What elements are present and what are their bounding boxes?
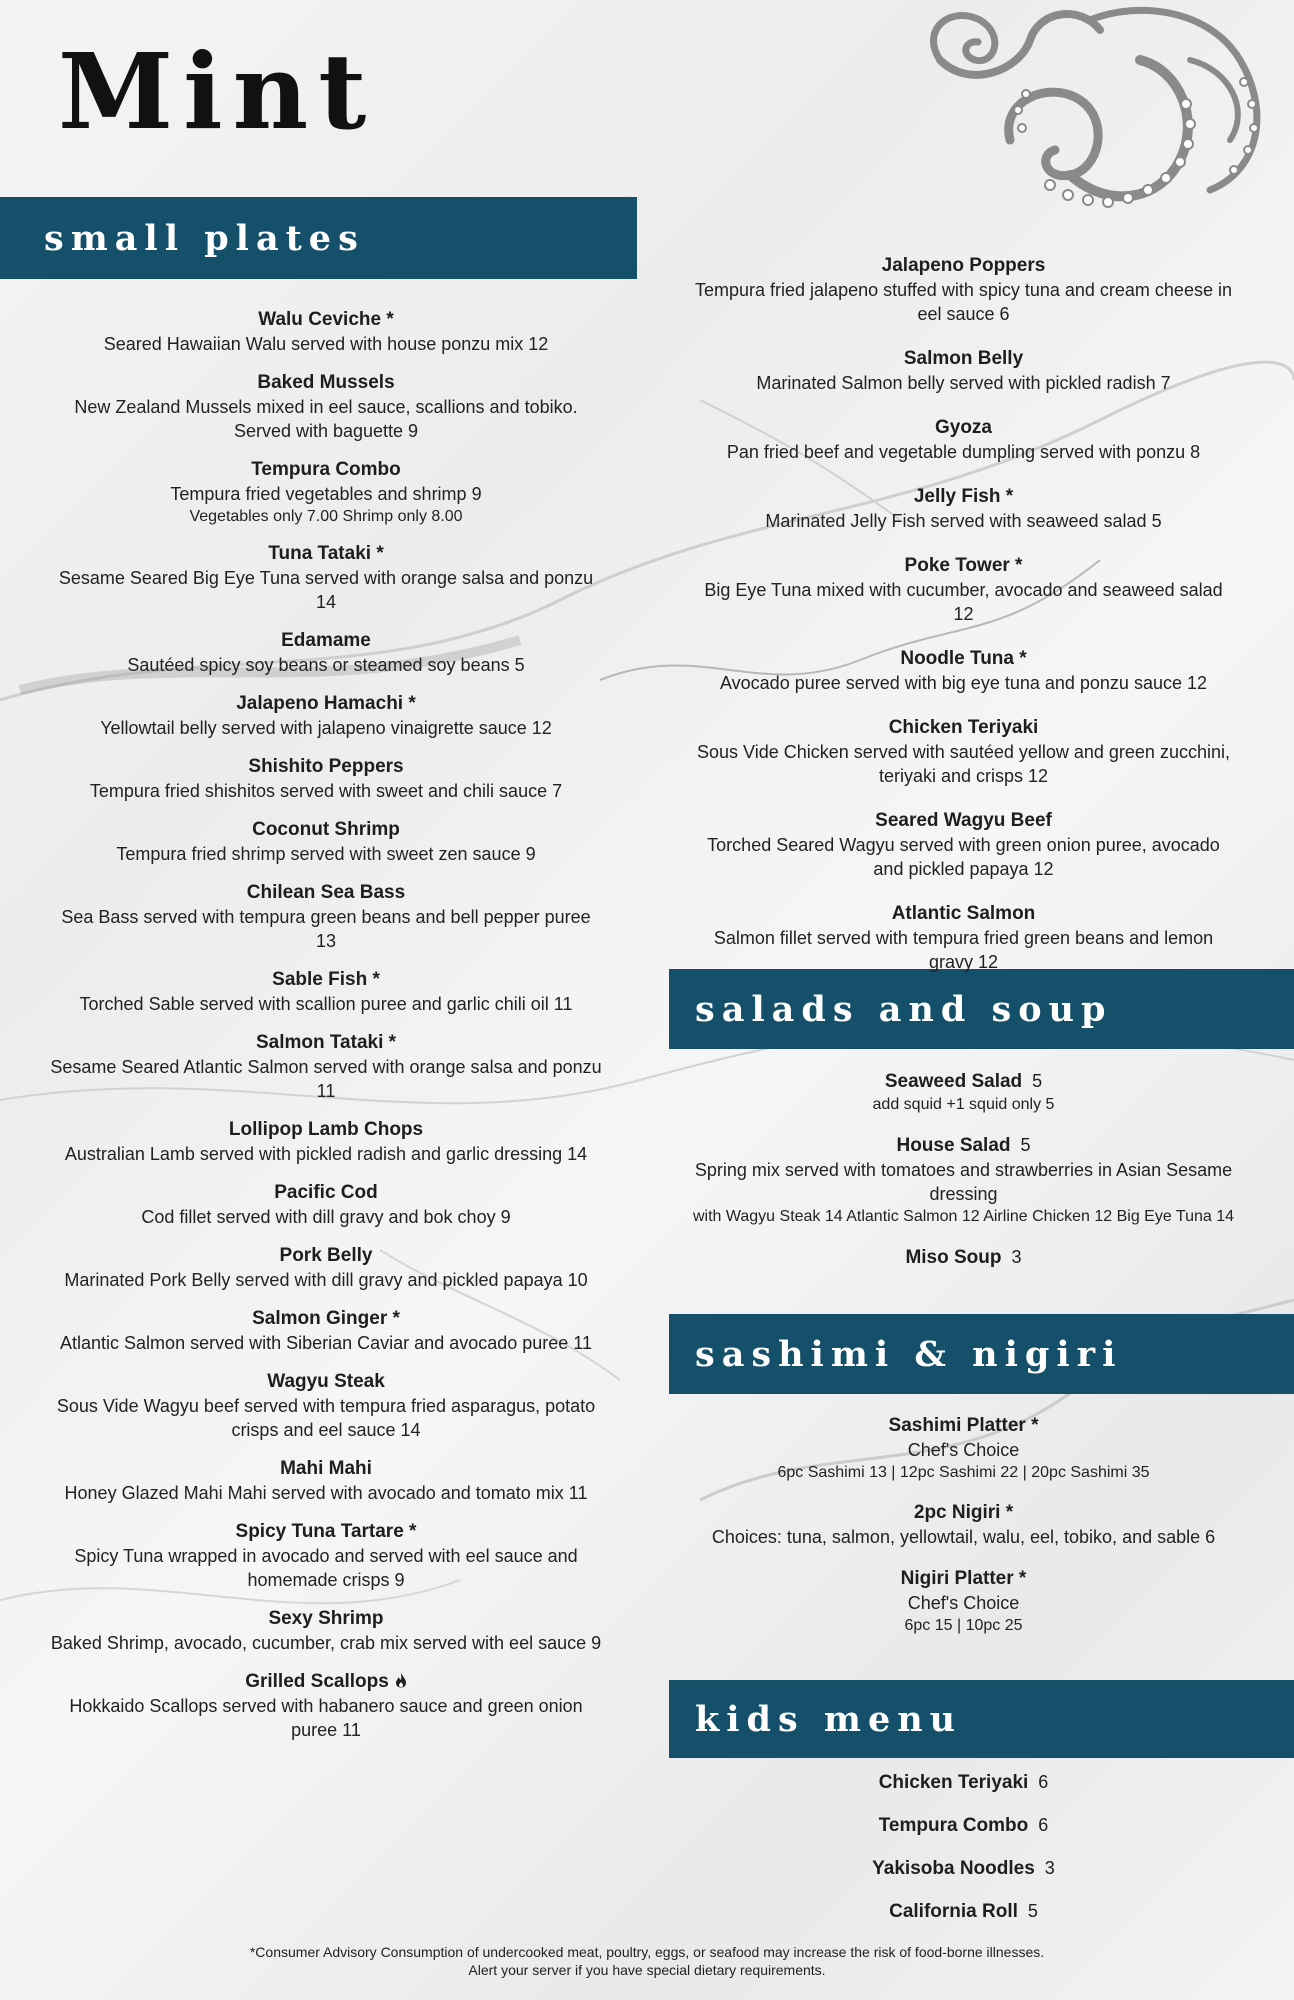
menu-item-description: Marinated Jelly Fish served with seaweed salad 5: [765, 511, 1162, 531]
menu-item-name: Salmon Belly: [903, 348, 1024, 369]
menu-item-name: 2pc Nigiri *: [913, 1502, 1014, 1523]
menu-item-description: Pan fried beef and vegetable dumpling served with ponzu 8: [726, 442, 1201, 462]
menu-item-note: add squid +1 squid only 5: [872, 1096, 1055, 1113]
menu-item-description: Yellowtail belly served with jalapeno vinaigrette sauce 12: [100, 718, 552, 738]
menu-item-title: [50, 1670, 602, 1694]
spicy-flame-icon: [395, 1672, 407, 1688]
menu-item: [692, 716, 1235, 788]
menu-item-title: [692, 554, 1235, 578]
menu-item-description: Tempura fried jalapeno stuffed with spicy tuna and cream cheese in eel sauce 6: [695, 280, 1232, 324]
menu-item-name: Seaweed Salad: [884, 1071, 1023, 1092]
menu-item-title: [50, 1118, 602, 1142]
menu-item-title: [692, 1501, 1235, 1525]
menu-item-price: 3: [1044, 1858, 1055, 1878]
menu-item-description: Torched Seared Wagyu served with green onion puree, avocado and pickled papaya 12: [707, 835, 1220, 879]
menu-item-name: Chicken Teriyaki: [878, 1772, 1029, 1793]
menu-item: [50, 458, 602, 527]
advisory-line: *Consumer Advisory Consumption of undercooked meat, poultry, eggs, or seafood may increase the risk of food-borne illnesses.: [249, 1944, 1045, 1960]
menu-item-description: Spring mix served with tomatoes and strawberries in Asian Sesame dressing: [694, 1160, 1233, 1204]
menu-item-title: [692, 1770, 1235, 1795]
menu-item-note: with Wagyu Steak 14 Atlantic Salmon 12 Airline Chicken 12 Big Eye Tuna 14: [692, 1208, 1235, 1225]
menu-item-description: Tempura fried shrimp served with sweet zen sauce 9: [116, 844, 536, 864]
menu-item-description: Sous Vide Chicken served with sautéed yellow and green zucchini, teriyaki and crisps 12: [697, 742, 1230, 786]
menu-item-description: Spicy Tuna wrapped in avocado and served with eel sauce and homemade crisps 9: [74, 1546, 578, 1590]
menu-item-title: [692, 716, 1235, 740]
menu-item-title: [50, 458, 602, 482]
menu-item: [50, 1118, 602, 1166]
small-plates-right-column: [692, 254, 1235, 995]
menu-item-description: Sesame Seared Big Eye Tuna served with orange salsa and ponzu 14: [58, 568, 594, 612]
menu-item: [50, 1520, 602, 1592]
menu-item: [50, 818, 602, 866]
menu-item-note: 6pc Sashimi 13 | 12pc Sashimi 22 | 20pc Sashimi 35: [777, 1464, 1150, 1481]
menu-item-title: [50, 1181, 602, 1205]
menu-item: [50, 1457, 602, 1505]
menu-item-name: Miso Soup: [905, 1247, 1002, 1268]
menu-item: [692, 254, 1235, 326]
menu-item-note: 6pc 15 | 10pc 25: [904, 1617, 1023, 1634]
menu-item: [50, 881, 602, 953]
menu-item: [50, 692, 602, 740]
menu-item-name: Pacific Cod: [274, 1182, 378, 1203]
menu-item: [50, 542, 602, 614]
consumer-advisory: [0, 1943, 1294, 1979]
menu-item-description: Atlantic Salmon served with Siberian Caviar and avocado puree 11: [60, 1333, 592, 1353]
menu-item-title: [50, 1244, 602, 1268]
kids-menu-list: [692, 1770, 1235, 1942]
menu-item-description: Sesame Seared Atlantic Salmon served with orange salsa and ponzu 11: [50, 1057, 602, 1101]
menu-item-description: Chef's Choice: [907, 1440, 1020, 1460]
menu-item-name: Baked Mussels: [257, 372, 395, 393]
menu-item: [692, 554, 1235, 626]
menu-item: [692, 1770, 1235, 1795]
menu-item-name: Walu Ceviche *: [258, 309, 394, 330]
menu-item-name: Shishito Peppers: [248, 756, 404, 777]
menu-item-title: [692, 1414, 1235, 1438]
menu-item: [50, 1244, 602, 1292]
menu-item-description: Australian Lamb served with pickled radish and garlic dressing 14: [64, 1144, 588, 1164]
menu-item-description: Avocado puree served with big eye tuna and ponzu sauce 12: [719, 673, 1207, 693]
menu-item: [50, 755, 602, 803]
menu-item-title: [50, 968, 602, 992]
menu-item-title: [50, 692, 602, 716]
menu-item-title: [50, 308, 602, 332]
section-banner-sashimi-nigiri: [669, 1314, 1294, 1394]
menu-item-name: Coconut Shrimp: [252, 819, 400, 840]
menu-item-description: Tempura fried vegetables and shrimp 9: [170, 484, 482, 504]
menu-item: [692, 1856, 1235, 1881]
menu-item-title: [50, 1457, 602, 1481]
menu-item-title: [692, 1899, 1235, 1924]
menu-item-name: California Roll: [889, 1901, 1018, 1922]
menu-item: [692, 809, 1235, 881]
menu-item-title: [692, 1069, 1235, 1094]
menu-item: [692, 1899, 1235, 1924]
menu-item-name: Salmon Ginger *: [252, 1308, 400, 1329]
menu-item-description: Tempura fried shishitos served with sweet and chili sauce 7: [89, 781, 563, 801]
menu-item-title: [692, 416, 1235, 440]
section-title: small plates: [44, 217, 365, 259]
menu-item-title: [50, 818, 602, 842]
menu-item-title: [692, 647, 1235, 671]
menu-item-price: 6: [1038, 1815, 1049, 1835]
menu-item-name: Yakisoba Noodles: [872, 1858, 1035, 1879]
menu-item-name: Tempura Combo: [878, 1815, 1029, 1836]
menu-item-title: [692, 254, 1235, 278]
menu-item-description: Chef's Choice: [907, 1593, 1020, 1613]
menu-item-title: [50, 542, 602, 566]
menu-item-title: [50, 1520, 602, 1544]
menu-item-title: [692, 902, 1235, 926]
menu-item-name: Grilled Scallops: [245, 1671, 389, 1692]
advisory-line: Alert your server if you have special dietary requirements.: [468, 1962, 826, 1978]
menu-item: [692, 485, 1235, 533]
menu-item-name: Tuna Tataki *: [268, 543, 384, 564]
menu-item-description: Cod fillet served with dill gravy and bok choy 9: [141, 1207, 511, 1227]
menu-item-name: Spicy Tuna Tartare *: [235, 1521, 417, 1542]
menu-item-price: 5: [1020, 1135, 1031, 1155]
menu-item-title: [50, 629, 602, 653]
menu-item: [50, 629, 602, 677]
menu-item: [692, 1069, 1235, 1115]
menu-item-description: Marinated Pork Belly served with dill gravy and pickled papaya 10: [64, 1270, 588, 1290]
menu-item-name: Atlantic Salmon: [891, 903, 1036, 924]
menu-item: [50, 1031, 602, 1103]
menu-item-title: [692, 809, 1235, 833]
menu-item-description: New Zealand Mussels mixed in eel sauce, scallions and tobiko. Served with baguette 9: [74, 397, 578, 441]
restaurant-logo: Mint: [58, 30, 377, 153]
menu-item-description: Big Eye Tuna mixed with cucumber, avocado and seaweed salad 12: [704, 580, 1223, 624]
menu-item: [692, 1414, 1235, 1483]
menu-item-name: Tempura Combo: [251, 459, 401, 480]
menu-item-name: Sexy Shrimp: [268, 1608, 384, 1629]
menu-item-description: Sautéed spicy soy beans or steamed soy beans 5: [127, 655, 525, 675]
menu-item-name: Sable Fish *: [272, 969, 380, 990]
menu-item-title: [50, 881, 602, 905]
sashimi-nigiri-list: [692, 1414, 1235, 1654]
menu-item-description: Sea Bass served with tempura green beans and bell pepper puree 13: [61, 907, 591, 951]
menu-item-name: Noodle Tuna *: [900, 648, 1027, 669]
menu-item-name: Sashimi Platter *: [888, 1415, 1039, 1436]
menu-item-title: [692, 1567, 1235, 1591]
menu-item: [692, 1133, 1235, 1227]
menu-item-title: [692, 1856, 1235, 1881]
menu-item-price: 5: [1027, 1901, 1038, 1921]
menu-item-description: Baked Shrimp, avocado, cucumber, crab mix served with eel sauce 9: [50, 1633, 602, 1653]
menu-item: [50, 1670, 602, 1742]
menu-item: [692, 1501, 1235, 1549]
section-title: kids menu: [695, 1698, 963, 1740]
menu-item-title: [50, 1307, 602, 1331]
salads-soup-list: [692, 1069, 1235, 1288]
menu-item-description: Choices: tuna, salmon, yellowtail, walu, eel, tobiko, and sable 6: [711, 1527, 1216, 1547]
menu-item-price: 6: [1038, 1772, 1049, 1792]
menu-item: [50, 1307, 602, 1355]
menu-item-price: 3: [1011, 1247, 1022, 1267]
section-title: sashimi & nigiri: [695, 1333, 1123, 1375]
octopus-tentacle-icon: [910, 0, 1294, 260]
menu-item: [692, 1813, 1235, 1838]
menu-item-note: Vegetables only 7.00 Shrimp only 8.00: [189, 508, 463, 525]
menu-item: [692, 347, 1235, 395]
menu-item-name: House Salad: [896, 1135, 1011, 1156]
section-banner-small-plates: [0, 197, 637, 279]
menu-item-title: [692, 347, 1235, 371]
menu-item-title: [692, 485, 1235, 509]
menu-item-name: Salmon Tataki *: [255, 1032, 397, 1053]
menu-item-description: Marinated Salmon belly served with pickled radish 7: [756, 373, 1171, 393]
menu-item-price: 5: [1032, 1071, 1043, 1091]
menu-item-description: Sous Vide Wagyu beef served with tempura fried asparagus, potato crisps and eel sauce 14: [56, 1396, 596, 1440]
menu-item: [50, 1181, 602, 1229]
menu-item-name: Mahi Mahi: [280, 1458, 372, 1479]
menu-item-name: Lollipop Lamb Chops: [228, 1119, 424, 1140]
menu-item-title: [50, 755, 602, 779]
menu-item-name: Seared Wagyu Beef: [875, 810, 1052, 831]
section-title: salads and soup: [695, 988, 1113, 1030]
menu-item-title: [692, 1813, 1235, 1838]
menu-item-name: Jelly Fish *: [913, 486, 1014, 507]
menu-item-name: Chicken Teriyaki: [888, 717, 1039, 738]
menu-item: [50, 968, 602, 1016]
menu-item: [50, 1370, 602, 1442]
menu-item-title: [50, 1370, 602, 1394]
menu-item-name: Jalapeno Poppers: [881, 255, 1046, 276]
menu-item-title: [50, 1031, 602, 1055]
menu-item: [692, 902, 1235, 974]
menu-item-name: Gyoza: [934, 417, 993, 438]
menu-item-description: Salmon fillet served with tempura fried green beans and lemon gravy 12: [713, 928, 1214, 972]
menu-item-description: Hokkaido Scallops served with habanero sauce and green onion puree 11: [69, 1696, 583, 1740]
menu-item-title: [50, 1607, 602, 1631]
menu-item-description: Honey Glazed Mahi Mahi served with avocado and tomato mix 11: [64, 1483, 588, 1503]
menu-item-title: [692, 1245, 1235, 1270]
menu-item-name: Pork Belly: [279, 1245, 373, 1266]
section-banner-kids-menu: [669, 1680, 1294, 1758]
menu-item-name: Edamame: [281, 630, 371, 651]
menu-item-name: Nigiri Platter *: [900, 1568, 1027, 1589]
menu-item: [692, 647, 1235, 695]
menu-item-description: Seared Hawaiian Walu served with house ponzu mix 12: [103, 334, 549, 354]
menu-item-name: Wagyu Steak: [267, 1371, 385, 1392]
menu-item: [50, 1607, 602, 1655]
menu-item: [692, 416, 1235, 464]
menu-item-title: [692, 1133, 1235, 1158]
small-plates-left-column: [50, 308, 602, 1757]
menu-item-name: Poke Tower *: [904, 555, 1023, 576]
menu-item: [692, 1245, 1235, 1270]
menu-item: [692, 1567, 1235, 1636]
menu-item-name: Chilean Sea Bass: [246, 882, 406, 903]
menu-item-name: Jalapeno Hamachi *: [236, 693, 416, 714]
menu-item-description: Torched Sable served with scallion puree and garlic chili oil 11: [79, 994, 573, 1014]
menu-item: [50, 371, 602, 443]
menu-item: [50, 308, 602, 356]
menu-item-title: [50, 371, 602, 395]
